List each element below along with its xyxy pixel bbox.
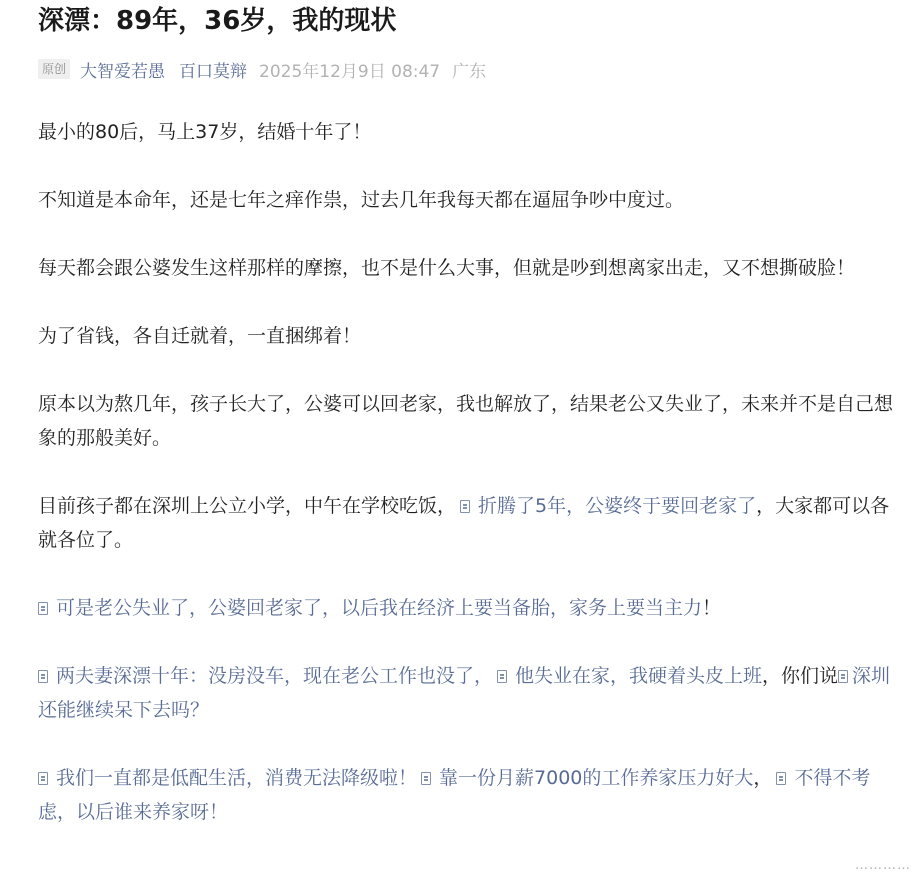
link-text: 靠一份月薪7000的工作养家压力好大 (439, 767, 754, 789)
link-text: 我们一直都是低配生活，消费无法降级啦！ (56, 767, 418, 789)
paragraph-text: ， (753, 767, 773, 789)
paragraph-text: ，你们说 (762, 665, 839, 687)
paragraph-text: 目前孩子都在深圳上公立小学，中午在学校吃饭， (38, 495, 457, 517)
paragraph: 每天都会跟公婆发生这样那样的摩擦，也不是什么大事，但就是吵到想离家出走，又不想撕破脸！ (38, 257, 856, 279)
doc-link-icon (460, 500, 470, 513)
search-link[interactable] (38, 665, 493, 687)
search-link[interactable] (38, 767, 417, 789)
author-link[interactable]: 大智爱若愚 (80, 61, 166, 82)
article-meta (38, 56, 898, 82)
doc-link-icon (776, 772, 786, 785)
search-link[interactable] (493, 665, 762, 687)
paragraph (38, 489, 898, 557)
paragraph: 不知道是本命年，还是七年之痒作祟，过去几年我每天都在逼屈争吵中度过。 (38, 189, 685, 211)
link-text: 可是老公失业了，公婆回老家了，以后我在经济上要当备胎，家务上要当主力 (56, 597, 703, 619)
link-text: 两夫妻深漂十年：没房没车，现在老公工作也没了， (56, 665, 494, 687)
paragraph: 原本以为熬几年，孩子长大了，公婆可以回老家，我也解放了，结果老公又失业了，未来并不是自己想象的那般美好。 (38, 393, 894, 449)
paragraph-text: ，大家都可以各就各位了。 (38, 495, 890, 551)
doc-link-icon (421, 772, 431, 785)
article-content (38, 115, 898, 829)
link-text: 深圳还能继续呆下去吗？ (38, 665, 891, 721)
paragraph-text: ！ (702, 597, 722, 619)
doc-link-icon (38, 602, 48, 615)
article-title: 深漂：89年，36岁，我的现状 (38, 6, 397, 36)
publish-date: 2025年12月9日 08:47 (259, 61, 441, 82)
search-link[interactable] (38, 597, 702, 619)
link-text: 不得不考虑，以后谁来养家呀！ (38, 767, 871, 823)
doc-link-icon (497, 670, 507, 683)
paragraph: 为了省钱，各自迁就着，一直捆绑着！ (38, 325, 362, 347)
watermark: ………… (855, 858, 911, 873)
account-link[interactable]: 百口莫辩 (179, 61, 248, 82)
article (38, 0, 898, 863)
doc-link-icon (38, 772, 48, 785)
search-link[interactable] (417, 767, 753, 789)
link-text: 折腾了5年，公婆终于要回老家了 (478, 495, 757, 517)
publish-region: 广东 (452, 61, 487, 82)
original-badge: 原创 (38, 59, 70, 79)
paragraph (38, 659, 898, 727)
link-text: 他失业在家，我硬着头皮上班 (515, 665, 763, 687)
paragraph (38, 591, 898, 625)
doc-link-icon (838, 670, 848, 683)
doc-link-icon (38, 670, 48, 683)
search-link[interactable] (456, 495, 756, 517)
paragraph (38, 761, 898, 829)
paragraph: 最小的80后，马上37岁，结婚十年了！ (38, 121, 372, 143)
